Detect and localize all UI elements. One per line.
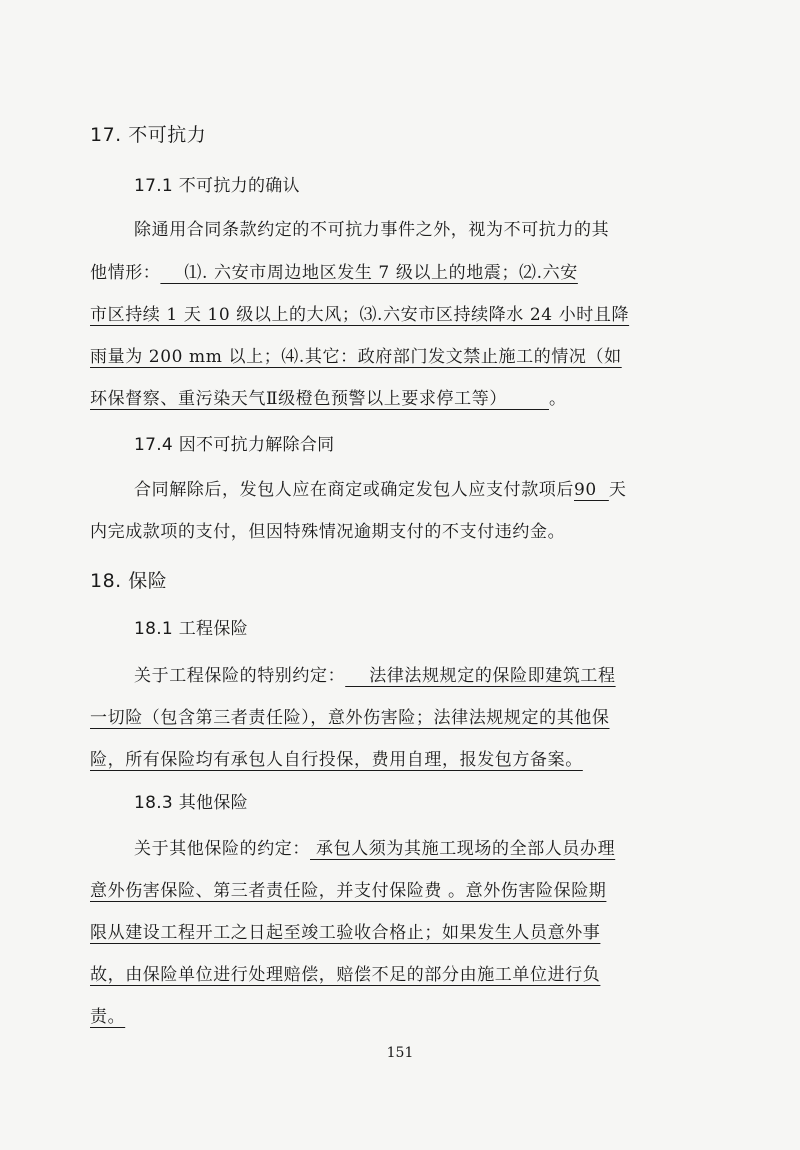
paragraph-line [134,837,734,861]
paragraph-line [90,387,690,411]
page-number: 151 [386,1045,414,1061]
paragraph-line: 内完成款项的支付，但因特殊情况逾期支付的不支付违约金。 [90,522,566,542]
filled-blank: 法律法规规定的保险即建筑工程 [345,666,616,686]
section-17-1-heading: 17.1 不可抗力的确认 [134,176,300,196]
paragraph-text: 天 [608,480,627,500]
section-18-3-heading: 18.3 其他保险 [134,793,248,813]
paragraph-line [134,664,734,688]
paragraph-line: 除通用合同条款约定的不可抗力事件之外，视为不可抗力的其 [134,220,610,240]
filled-blank: 承包人须为其施工现场的全部人员办理 [310,839,616,859]
paragraph-text: 关于其他保险的约定： [134,839,310,859]
filled-blank-line: 责。 [90,1007,126,1027]
filled-blank-line: 意外伤害保险、第三者责任险，并支付保险费 。意外伤害险保险期 [90,881,607,901]
section-17-heading: 17. 不可抗力 [90,124,207,146]
filled-blank-line: 限从建设工程开工之日起至竣工验收合格止；如果发生人员意外事 [90,923,601,943]
paragraph-line [90,261,690,285]
filled-blank: ⑴. 六安市周边地区发生 7 级以上的地震；⑵.六安 [160,263,578,283]
filled-blank: 环保督察、重污染天气Ⅱ级橙色预警以上要求停工等） [90,389,549,409]
paragraph-text: 他情形： [90,263,161,283]
filled-blank-line: 雨量为 200 mm 以上；⑷.其它：政府部门发文禁止施工的情况（如 [90,347,622,367]
section-17-4-heading: 17.4 因不可抗力解除合同 [134,435,335,455]
section-18-1-heading: 18.1 工程保险 [134,619,248,639]
filled-blank-line: 一切险（包含第三者责任险），意外伤害险；法律法规规定的其他保 [90,708,610,728]
paragraph-text: 合同解除后，发包人应在商定或确定发包人应支付款项后 [134,480,574,500]
section-18-heading: 18. 保险 [90,570,168,592]
paragraph-line [134,478,734,502]
filled-blank: 90 [574,480,609,500]
filled-blank-line: 市区持续 1 天 10 级以上的大风；⑶.六安市区持续降水 24 小时且降 [90,305,630,325]
filled-blank-line: 故，由保险单位进行处理赔偿，赔偿不足的部分由施工单位进行负 [90,965,601,985]
paragraph-text: 关于工程保险的特别约定： [134,666,346,686]
paragraph-text: 。 [548,389,567,409]
filled-blank-line: 险，所有保险均有承包人自行投保，费用自理，报发包方备案。 [90,750,583,770]
